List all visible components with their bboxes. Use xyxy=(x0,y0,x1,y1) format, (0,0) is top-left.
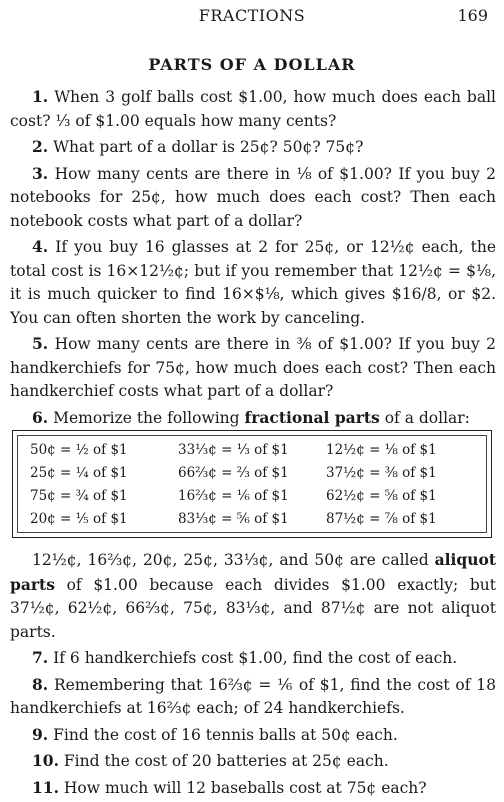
paragraph-text: of $1.00 because each divides $1.00 exactly; but 37½¢, 62½¢, 66⅔¢, 75¢, 83⅓¢, and 87½¢ are not aliquot parts. xyxy=(10,575,496,641)
table-cell: 50¢ = ½ of $1 xyxy=(30,441,128,458)
table-cell: 75¢ = ¾ of $1 xyxy=(30,487,128,504)
problem-number: 9. xyxy=(32,724,49,744)
paragraph-text: 12½¢, 16⅔¢, 20¢, 25¢, 33⅓¢, and 50¢ are called xyxy=(32,551,429,569)
problem-number: 10. xyxy=(32,751,59,770)
table-cell: 37½¢ = ⅜ of $1 xyxy=(326,464,437,481)
problem-text: If you buy 16 glasses at 2 for 25¢, or 12½¢ each, the total cost is 16×12½¢; but if you remember that 12½¢ = $⅛, it is much quicker to find 16×$⅛, which gives $16/8, or $2. You can often shorten the work by canceling. xyxy=(10,238,496,327)
problem-text: How much will 12 baseballs cost at 75¢ each? xyxy=(63,778,427,797)
problem-number: 6. xyxy=(32,407,49,427)
fraction-table xyxy=(18,436,486,532)
problem-number: 4. xyxy=(32,237,49,256)
problem-text: How many cents are there in ⅛ of $1.00? If you buy 2 notebooks for 25¢, how much does each cost? Then each notebook costs what part of a dollar? xyxy=(10,164,496,230)
problem-5 xyxy=(10,332,496,404)
problem-text: Remembering that 16⅔¢ = ⅙ of $1, find the cost of 18 handkerchiefs at 16⅔¢ each; of 24 handkerchiefs. xyxy=(10,675,496,717)
problem-text: Memorize the following xyxy=(53,408,240,427)
problem-11 xyxy=(10,776,496,801)
problem-number: 2. xyxy=(32,137,49,156)
problem-text: Find the cost of 16 tennis balls at 50¢ each. xyxy=(53,725,398,744)
problem-9 xyxy=(10,723,496,748)
table-cell: 12½¢ = ⅛ of $1 xyxy=(326,441,437,458)
table-cell: 25¢ = ¼ of $1 xyxy=(30,464,128,481)
problem-text: If 6 handkerchiefs cost $1.00, find the cost of each. xyxy=(53,649,458,667)
problem-number: 8. xyxy=(32,674,49,694)
problem-8 xyxy=(10,673,496,721)
table-cell: 33⅓¢ = ⅓ of $1 xyxy=(178,441,289,458)
problem-6 xyxy=(10,406,496,431)
table-cell: 62½¢ = ⅝ of $1 xyxy=(326,487,437,504)
problem-1 xyxy=(10,85,496,133)
problem-2 xyxy=(10,135,496,160)
problem-text: of a dollar: xyxy=(384,408,470,427)
aliquot-term: aliquot parts xyxy=(10,550,496,594)
problems-bottom xyxy=(10,548,496,802)
table-cell: 87½¢ = ⅞ of $1 xyxy=(326,510,437,527)
problem-emphasis: fractional parts xyxy=(244,407,380,427)
problem-7 xyxy=(10,646,496,671)
aliquot-paragraph xyxy=(10,548,496,644)
problem-number: 1. xyxy=(32,87,49,106)
fraction-table-box xyxy=(12,430,492,538)
problem-number: 11. xyxy=(32,777,59,797)
problem-text: What part of a dollar is 25¢? 50¢? 75¢? xyxy=(53,138,364,156)
page-number: 169 xyxy=(457,6,488,25)
problem-text: When 3 golf balls cost $1.00, how much does each ball cost? ⅓ of $1.00 equals how many cents? xyxy=(10,88,496,130)
problem-text: How many cents are there in ⅜ of $1.00? If you buy 2 handkerchiefs for 75¢, how much does each cost? Then each handkerchief costs what part of a dollar? xyxy=(10,335,496,400)
fraction-table-inner xyxy=(17,435,487,533)
table-cell: 16⅔¢ = ⅙ of $1 xyxy=(178,487,289,504)
problem-number: 7. xyxy=(32,648,49,667)
table-cell: 83⅓¢ = ⅚ of $1 xyxy=(178,510,289,527)
page-header xyxy=(0,6,504,30)
problem-number: 3. xyxy=(32,163,49,183)
table-cell: 20¢ = ⅕ of $1 xyxy=(30,510,128,527)
problem-4 xyxy=(10,235,496,330)
table-cell: 66⅔¢ = ⅔ of $1 xyxy=(178,464,289,481)
problem-text: Find the cost of 20 batteries at 25¢ each. xyxy=(63,752,389,770)
problem-3 xyxy=(10,162,496,234)
section-title: PARTS OF A DOLLAR xyxy=(148,55,356,74)
problem-number: 5. xyxy=(32,334,49,353)
problems-top xyxy=(10,85,496,432)
running-title: FRACTIONS xyxy=(198,6,306,25)
